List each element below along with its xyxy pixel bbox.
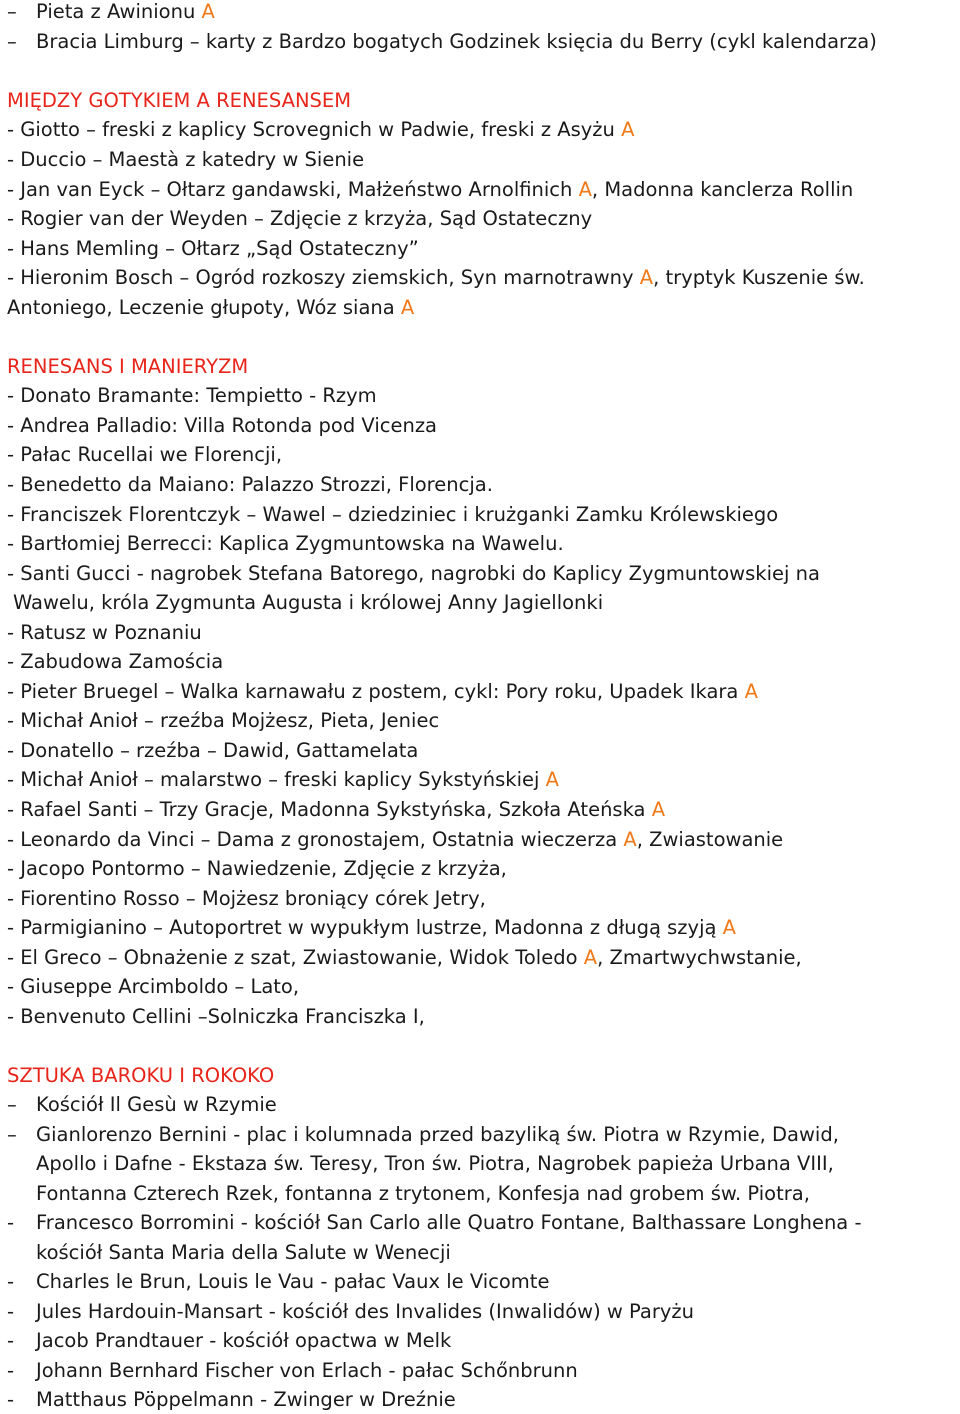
dash-bullet: -	[7, 1270, 15, 1293]
list-item: - Zabudowa Zamościa	[7, 650, 224, 673]
list-item: - Benedetto da Maiano: Palazzo Strozzi, Florencja.	[7, 473, 493, 496]
list-item: - Donato Bramante: Tempietto - Rzym	[7, 384, 377, 407]
dash-bullet: –	[7, 1093, 17, 1116]
dash-bullet: -	[7, 1388, 15, 1411]
list-item: - Franciszek Florentczyk – Wawel – dziedziniec i krużganki Zamku Królewskiego	[7, 503, 779, 526]
list-item: - Giotto – freski z kaplicy Scrovegnich w Padwie, freski z Asyżu A	[7, 118, 635, 141]
item-text: Pieta z Awinionu	[36, 0, 202, 23]
list-item: - Leonardo da Vinci – Dama z gronostajem, Ostatnia wieczerza A, Zwiastowanie	[7, 828, 784, 851]
A-mark: A	[621, 118, 635, 141]
list-item: - Benvenuto Cellini –Solniczka Franciszka I,	[7, 1005, 425, 1028]
dash-bullet: –	[7, 0, 17, 23]
list-item: - Fiorentino Rosso – Mojżesz broniący córek Jetry,	[7, 887, 486, 910]
list-item: - Parmigianino – Autoportret w wypukłym lustrze, Madonna z długą szyją A	[7, 916, 736, 939]
A-mark: A	[545, 768, 559, 791]
section-heading: SZTUKA BAROKU I ROKOKO	[7, 1064, 275, 1087]
list-item: Antoniego, Leczenie głupoty, Wóz siana A	[7, 296, 415, 319]
list-item-continuation: Wawelu, króla Zygmunta Augusta i królowej Anny Jagiellonki	[13, 591, 604, 614]
list-item: - Duccio – Maestà z katedry w Sienie	[7, 148, 365, 171]
dash-bullet: -	[7, 1329, 15, 1352]
A-mark: A	[639, 266, 654, 289]
list-item: - Santi Gucci - nagrobek Stefana Batorego, nagrobki do Kaplicy Zygmuntowskiej na	[7, 562, 820, 585]
list-item: - Andrea Palladio: Villa Rotonda pod Vicenza	[7, 414, 438, 437]
list-item: - Pieter Bruegel – Walka karnawału z postem, cykl: Pory roku, Upadek Ikara A	[7, 680, 758, 703]
list-item: - Rogier van der Weyden – Zdjęcie z krzyża, Sąd Ostateczny	[7, 207, 593, 230]
section-heading: MIĘDZY GOTYKIEM A RENESANSEM	[7, 89, 352, 112]
A-mark: A	[651, 798, 666, 821]
list-item: - Michał Anioł – rzeźba Mojżesz, Pieta, Jeniec	[7, 709, 440, 732]
A-mark: A	[722, 916, 736, 939]
A-mark: A	[583, 946, 598, 969]
list-item: - Jan van Eyck – Ołtarz gandawski, Małżeństwo Arnolfinich A, Madonna kanclerza Rollin	[7, 178, 854, 201]
list-item: - Jacopo Pontormo – Nawiedzenie, Zdjęcie z krzyża,	[7, 857, 507, 880]
A-mark: A	[578, 178, 592, 201]
list-item: - Giuseppe Arcimboldo – Lato,	[7, 975, 300, 998]
list-item: - Bartłomiej Berrecci: Kaplica Zygmuntowska na Wawelu.	[7, 532, 564, 555]
dash-bullet: -	[7, 1359, 15, 1382]
list-item: - Michał Anioł – malarstwo – freski kaplicy Sykstyńskiej A	[7, 768, 559, 791]
dash-bullet: –	[7, 1123, 17, 1146]
list-item: - Ratusz w Poznaniu	[7, 621, 202, 644]
list-item: - Hieronim Bosch – Ogród rozkoszy ziemskich, Syn marnotrawny A, tryptyk Kuszenie św.	[7, 266, 865, 289]
list-item: - Pałac Rucellai we Florencji,	[7, 443, 283, 466]
list-item: - Rafael Santi – Trzy Gracje, Madonna Sykstyńska, Szkoła Ateńska A	[7, 798, 666, 821]
list-item: - El Greco – Obnażenie z szat, Zwiastowanie, Widok Toledo A, Zmartwychwstanie,	[7, 946, 802, 969]
A-mark: A	[744, 680, 758, 703]
list-item: - Donatello – rzeźba – Dawid, Gattamelata	[7, 739, 419, 762]
A-mark: A	[623, 828, 637, 851]
item-text: Bracia Limburg – karty z Bardzo bogatych Godzinek księcia du Berry (cykl kalendarza)	[36, 30, 877, 53]
list-item: - Hans Memling – Ołtarz „Sąd Ostateczny”	[7, 237, 419, 260]
A-mark: A	[201, 0, 215, 23]
dash-bullet: –	[7, 30, 17, 53]
A-mark: A	[400, 296, 415, 319]
dash-bullet: -	[7, 1300, 15, 1323]
section-heading: RENESANS I MANIERYZM	[7, 355, 249, 378]
dash-bullet: -	[7, 1211, 15, 1234]
